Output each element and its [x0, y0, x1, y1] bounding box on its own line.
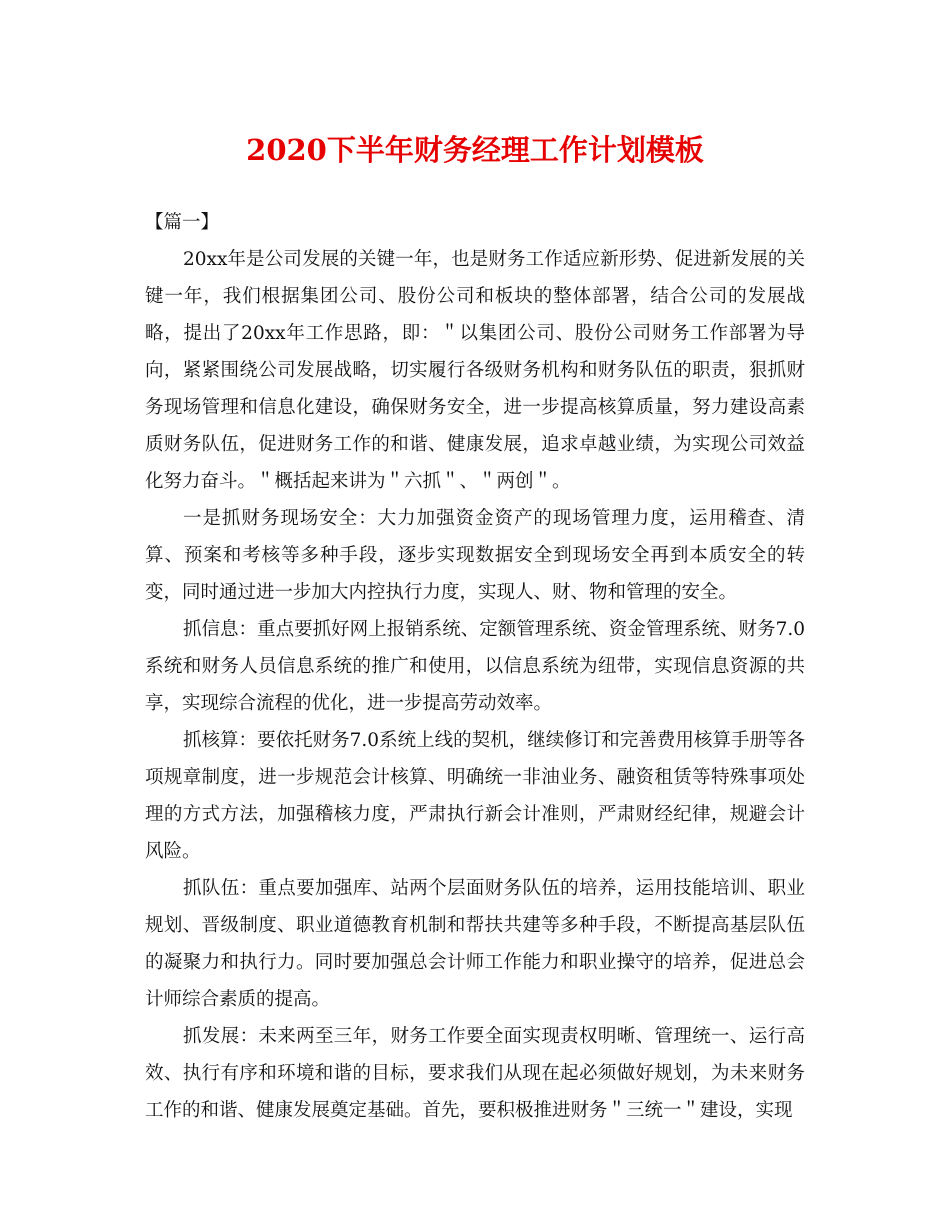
paragraph-accounting: 抓核算：要依托财务7.0系统上线的契机，继续修订和完善费用核算手册等各项规章制度，进一步规范会计核算、明确统一非油业务、融资租赁等特殊事项处理的方式方法，加强稽核力度，严肃执行新会计准则，严肃财经纪律，规避会计风险。: [145, 730, 805, 862]
document-body: [145, 204, 805, 1129]
paragraph-intro: 20xx年是公司发展的关键一年，也是财务工作适应新形势、促进新发展的关键一年，我们根据集团公司、股份公司和板块的整体部署，结合公司的发展战略，提出了20xx年工作思路，即：＂以集团公司、股份公司财务工作部署为导向，紧紧围绕公司发展战略，切实履行各级财务机构和财务队伍的职责，狠抓财务现场管理和信息化建设，确保财务安全，进一步提高核算质量，努力建设高素质财务队伍，促进财务工作的和谐、健康发展，追求卓越业绩，为实现公司效益化努力奋斗。＂概括起来讲为＂六抓＂、＂两创＂。: [145, 249, 805, 492]
document-title: 2020下半年财务经理工作计划模板: [246, 133, 704, 167]
paragraph-development: 抓发展：未来两至三年，财务工作要全面实现责权明晰、管理统一、运行高效、执行有序和环境和谐的目标，要求我们从现在起必须做好规划，为未来财务工作的和谐、健康发展奠定基础。首先，要积极推进财务＂三统一＂建设，实现: [145, 1026, 805, 1121]
paragraph-information: 抓信息：重点要抓好网上报销系统、定额管理系统、资金管理系统、财务7.0系统和财务人员信息系统的推广和使用，以信息系统为纽带，实现信息资源的共享，实现综合流程的优化，进一步提高劳动效率。: [145, 619, 805, 714]
paragraph-team: 抓队伍：重点要加强库、站两个层面财务队伍的培养，运用技能培训、职业规划、晋级制度、职业道德教育机制和帮扶共建等多种手段，不断提高基层队伍的凝聚力和执行力。同时要加强总会计师工作能力和职业操守的培养，促进总会计师综合素质的提高。: [145, 878, 805, 1010]
section-label: 【篇一】: [145, 212, 220, 233]
paragraph-safety: 一是抓财务现场安全：大力加强资金资产的现场管理力度，运用稽查、清算、预案和考核等多种手段，逐步实现数据安全到现场安全再到本质安全的转变，同时通过进一步加大内控执行力度，实现人、财、物和管理的安全。: [145, 508, 805, 603]
